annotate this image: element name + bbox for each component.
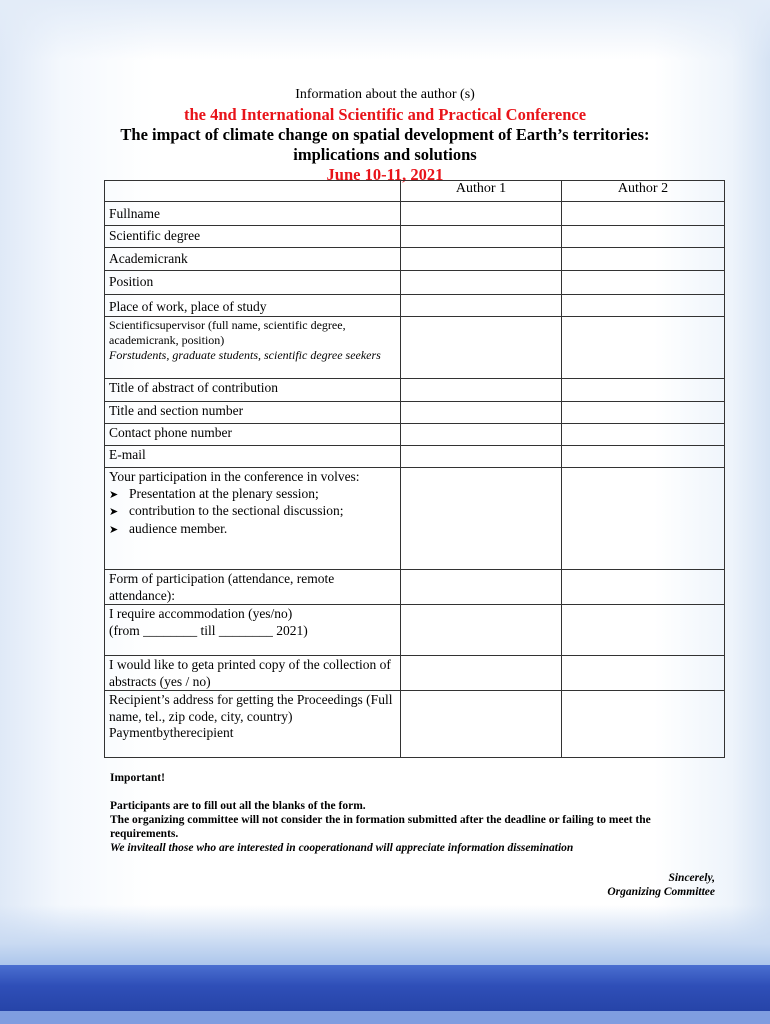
arrow-bullet-icon: ➤ xyxy=(109,488,119,501)
important-heading: Important! xyxy=(110,772,165,784)
author-info-table xyxy=(104,180,725,758)
list-item xyxy=(109,521,396,539)
field-fullname-author1[interactable] xyxy=(401,202,562,226)
label-work: Place of work, place of study xyxy=(105,295,401,317)
page-top-shade xyxy=(0,0,770,60)
label-accommodation xyxy=(105,605,401,656)
list-item xyxy=(109,503,396,521)
table-row xyxy=(105,295,725,317)
label-rank: Academicrank xyxy=(105,248,401,271)
table-row xyxy=(105,402,725,424)
field-form-author2[interactable] xyxy=(562,570,725,605)
table-row xyxy=(105,424,725,446)
table-row xyxy=(105,468,725,570)
field-work-author2[interactable] xyxy=(562,295,725,317)
accommodation-question: I require accommodation (yes/no) xyxy=(109,606,293,621)
conference-name: the 4nd International Scientific and Practical Conference xyxy=(183,105,587,124)
table-row xyxy=(105,202,725,226)
accommodation-dates: (from ________ till ________ 2021) xyxy=(109,622,308,638)
signature-closing: Sincerely, xyxy=(668,872,715,884)
table-header-row xyxy=(105,181,725,202)
field-supervisor-author1[interactable] xyxy=(401,317,562,379)
field-address-author1[interactable] xyxy=(401,691,562,758)
payment-text: Paymentbytherecipient xyxy=(109,725,234,740)
field-phone-author2[interactable] xyxy=(562,424,725,446)
supervisor-note: Forstudents, graduate students, scientific degree seekers xyxy=(109,348,381,362)
note-deadline: The organizing committee will not consider the in formation submitted after the deadline or failing to meet the requirements. xyxy=(110,814,651,840)
header-blank-cell xyxy=(105,181,401,202)
field-rank-author1[interactable] xyxy=(401,248,562,271)
label-supervisor xyxy=(105,317,401,379)
conference-title-line1: The impact of climate change on spatial development of Earth’s territories: xyxy=(120,125,650,144)
label-abstract: Title of abstract of contribution xyxy=(105,379,401,402)
note-fill-blanks: Participants are to fill out all the blanks of the form. xyxy=(110,800,366,812)
table-row xyxy=(105,656,725,691)
field-position-author2[interactable] xyxy=(562,271,725,295)
label-phone: Contact phone number xyxy=(105,424,401,446)
label-participation xyxy=(105,468,401,570)
field-fullname-author2[interactable] xyxy=(562,202,725,226)
recipient-address-text: Recipient’s address for getting the Proceedings (Full name, tel., zip code, city, country) xyxy=(109,692,393,724)
label-recipient-address xyxy=(105,691,401,758)
participation-option-plenary: Presentation at the plenary session; xyxy=(129,485,319,501)
field-email-author2[interactable] xyxy=(562,446,725,468)
supervisor-line2: academicrank, position) xyxy=(109,333,225,347)
label-email: E-mail xyxy=(105,446,401,468)
table-row xyxy=(105,248,725,271)
field-position-author1[interactable] xyxy=(401,271,562,295)
field-supervisor-author2[interactable] xyxy=(562,317,725,379)
field-section-author2[interactable] xyxy=(562,402,725,424)
arrow-bullet-icon: ➤ xyxy=(109,523,119,536)
field-participation-author2[interactable] xyxy=(562,468,725,570)
table-row xyxy=(105,605,725,656)
notes-section xyxy=(110,771,720,855)
field-copy-author1[interactable] xyxy=(401,656,562,691)
supervisor-line1: Scientificsupervisor (full name, scientific degree, xyxy=(109,318,346,332)
document-header xyxy=(0,86,770,185)
field-form-author1[interactable] xyxy=(401,570,562,605)
field-accommodation-author1[interactable] xyxy=(401,605,562,656)
table-row xyxy=(105,379,725,402)
field-email-author1[interactable] xyxy=(401,446,562,468)
field-degree-author1[interactable] xyxy=(401,226,562,248)
note-invitation: We inviteall those who are interested in cooperationand will appreciate information dissemination xyxy=(110,842,574,854)
table-row xyxy=(105,691,725,758)
table-row xyxy=(105,226,725,248)
footer-bar-strip xyxy=(0,1011,770,1024)
list-item xyxy=(109,486,396,504)
field-degree-author2[interactable] xyxy=(562,226,725,248)
table-row xyxy=(105,446,725,468)
footer-bar xyxy=(0,965,770,1011)
field-participation-author1[interactable] xyxy=(401,468,562,570)
conference-title-line2: implications and solutions xyxy=(293,145,477,164)
label-section: Title and section number xyxy=(105,402,401,424)
field-work-author1[interactable] xyxy=(401,295,562,317)
conference-date: June 10-11, 2021 xyxy=(326,165,444,184)
label-form-participation: Form of participation (attendance, remote attendance): xyxy=(105,570,401,605)
field-phone-author1[interactable] xyxy=(401,424,562,446)
table-row xyxy=(105,317,725,379)
field-abstract-author1[interactable] xyxy=(401,379,562,402)
label-fullname: Fullname xyxy=(105,202,401,226)
signature-committee: Organizing Committee xyxy=(607,886,715,898)
participation-option-audience: audience member. xyxy=(129,520,228,536)
field-section-author1[interactable] xyxy=(401,402,562,424)
participation-intro: Your participation in the conference in volves: xyxy=(109,469,360,484)
info-heading: Information about the author (s) xyxy=(295,87,475,102)
field-copy-author2[interactable] xyxy=(562,656,725,691)
field-accommodation-author2[interactable] xyxy=(562,605,725,656)
field-rank-author2[interactable] xyxy=(562,248,725,271)
signature-block xyxy=(450,871,715,899)
field-abstract-author2[interactable] xyxy=(562,379,725,402)
arrow-bullet-icon: ➤ xyxy=(109,506,119,518)
table-row xyxy=(105,570,725,605)
column-header-author1: Author 1 xyxy=(401,181,562,202)
table-row xyxy=(105,271,725,295)
field-address-author2[interactable] xyxy=(562,691,725,758)
label-position: Position xyxy=(105,271,401,295)
participation-option-sectional: contribution to the sectional discussion; xyxy=(129,503,344,518)
column-header-author2: Author 2 xyxy=(562,181,725,202)
label-degree: Scientific degree xyxy=(105,226,401,248)
label-printed-copy: I would like to geta printed copy of the collection of abstracts (yes / no) xyxy=(105,656,401,691)
